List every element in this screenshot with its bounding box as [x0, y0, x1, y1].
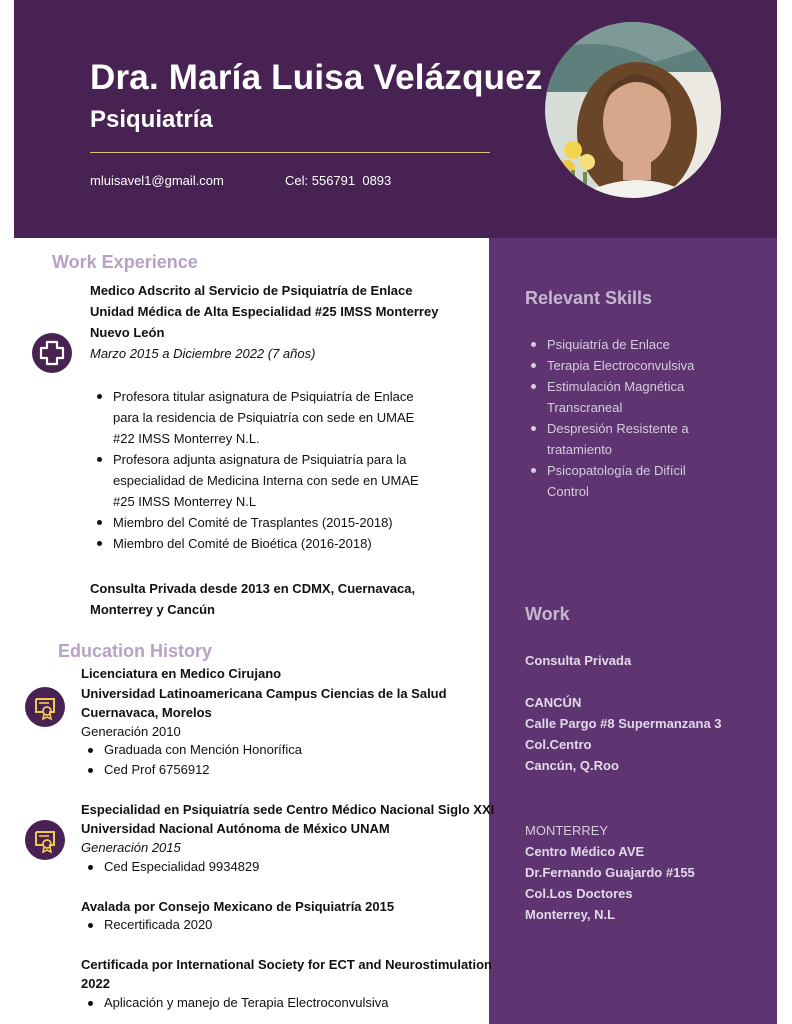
work-experience-heading: Work Experience	[52, 252, 198, 272]
job-dates: Marzo 2015 a Diciembre 2022 (7 años)	[90, 346, 316, 361]
cancun-address-line: Calle Pargo #8 Supermanzana 3	[525, 716, 722, 731]
skill-item: Estimulación Magnética Transcraneal	[525, 376, 725, 418]
monterrey-address-line: Monterrey, N.L	[525, 907, 616, 922]
edu-bullets	[82, 857, 462, 877]
certificate-icon	[25, 820, 65, 860]
edu-bullet: Recertificada 2020	[82, 915, 462, 935]
private-practice-line: Monterrey y Cancún	[90, 602, 215, 617]
edu-bullet: Aplicación y manejo de Terapia Electroconvulsiva	[82, 993, 462, 1013]
side-work-heading: Work	[525, 604, 570, 624]
edu-bullet: Ced Especialidad 9934829	[82, 857, 462, 877]
cancun-address-line: Cancún, Q.Roo	[525, 758, 619, 773]
private-practice-line: Consulta Privada desde 2013 en CDMX, Cuernavaca,	[90, 581, 416, 596]
email-text: mluisavel1@gmail.com	[90, 173, 224, 188]
monterrey-address-line: Dr.Fernando Guajardo #155	[525, 865, 695, 880]
edu-degree-line: Universidad Nacional Autónoma de México UNAM	[81, 821, 390, 836]
skill-item: Psicopatología de Difícil Control	[525, 460, 725, 502]
job-bullet: Profesora titular asignatura de Psiquiatría de Enlace para la residencia de Psiquiatría con sede en UMAE #22 IMSS Monterrey N.L.	[91, 386, 431, 449]
monterrey-city: MONTERREY	[525, 823, 609, 838]
profile-photo	[545, 22, 721, 198]
skill-item: Despresión Resistente a tratamiento	[525, 418, 725, 460]
header-banner	[14, 0, 777, 238]
job-bullet: Miembro del Comité de Trasplantes (2015-2018)	[91, 512, 431, 533]
certificate-icon	[25, 687, 65, 727]
education-heading: Education History	[58, 641, 213, 661]
monterrey-address-line: Col.Los Doctores	[525, 886, 633, 901]
skill-item: Psiquiatría de Enlace	[525, 334, 725, 355]
edu-degree-line: Cuernavaca, Morelos	[81, 705, 212, 720]
job-title-line: Nuevo León	[90, 325, 165, 340]
cancun-city: CANCÚN	[525, 695, 582, 710]
skill-item: Terapia Electroconvulsiva	[525, 355, 725, 376]
edu-generation: Generación 2010	[81, 724, 181, 739]
job-bullet: Miembro del Comité de Bioética (2016-2018)	[91, 533, 431, 554]
specialty-title: Psiquiatría	[90, 106, 213, 133]
job-title-line: Medico Adscrito al Servicio de Psiquiatría de Enlace	[90, 283, 413, 298]
edu-certification-line: 2022	[81, 976, 110, 991]
consulta-privada-text: Consulta Privada	[525, 653, 632, 668]
edu-degree-line: Especialidad en Psiquiatría sede Centro Médico Nacional Siglo XXI	[81, 802, 495, 817]
edu-bullets	[82, 740, 462, 780]
cancun-address-line: Col.Centro	[525, 737, 592, 752]
job-bullet: Profesora adjunta asignatura de Psiquiatría para la especialidad de Medicina Interna con sede en UMAE #25 IMSS Monterrey N.L	[91, 449, 431, 512]
edu-bullets	[82, 915, 462, 935]
edu-bullet: Ced Prof 6756912	[82, 760, 462, 780]
edu-bullet: Graduada con Mención Honorífica	[82, 740, 462, 760]
edu-certification-title: Avalada por Consejo Mexicano de Psiquiatría 2015	[81, 899, 395, 914]
job-bullets	[91, 386, 431, 554]
skills-list	[525, 334, 725, 502]
doctor-name: Dra. María Luisa Velázquez	[90, 58, 543, 97]
header-divider	[90, 152, 490, 153]
edu-bullets	[82, 993, 462, 1013]
skills-heading: Relevant Skills	[525, 288, 653, 308]
resume-page	[14, 0, 777, 1024]
monterrey-address-line: Centro Médico AVE	[525, 844, 645, 859]
phone-text: Cel: 556791 0893	[285, 173, 392, 188]
edu-generation: Generación 2015	[81, 840, 181, 855]
medical-cross-icon	[32, 333, 72, 373]
edu-certification-line: Certificada por International Society for ECT and Neurostimulation	[81, 957, 492, 972]
job-title-line: Unidad Médica de Alta Especialidad #25 IMSS Monterrey	[90, 304, 439, 319]
edu-degree-line: Universidad Latinoamericana Campus Ciencias de la Salud	[81, 686, 447, 701]
edu-degree-line: Licenciatura en Medico Cirujano	[81, 666, 282, 681]
